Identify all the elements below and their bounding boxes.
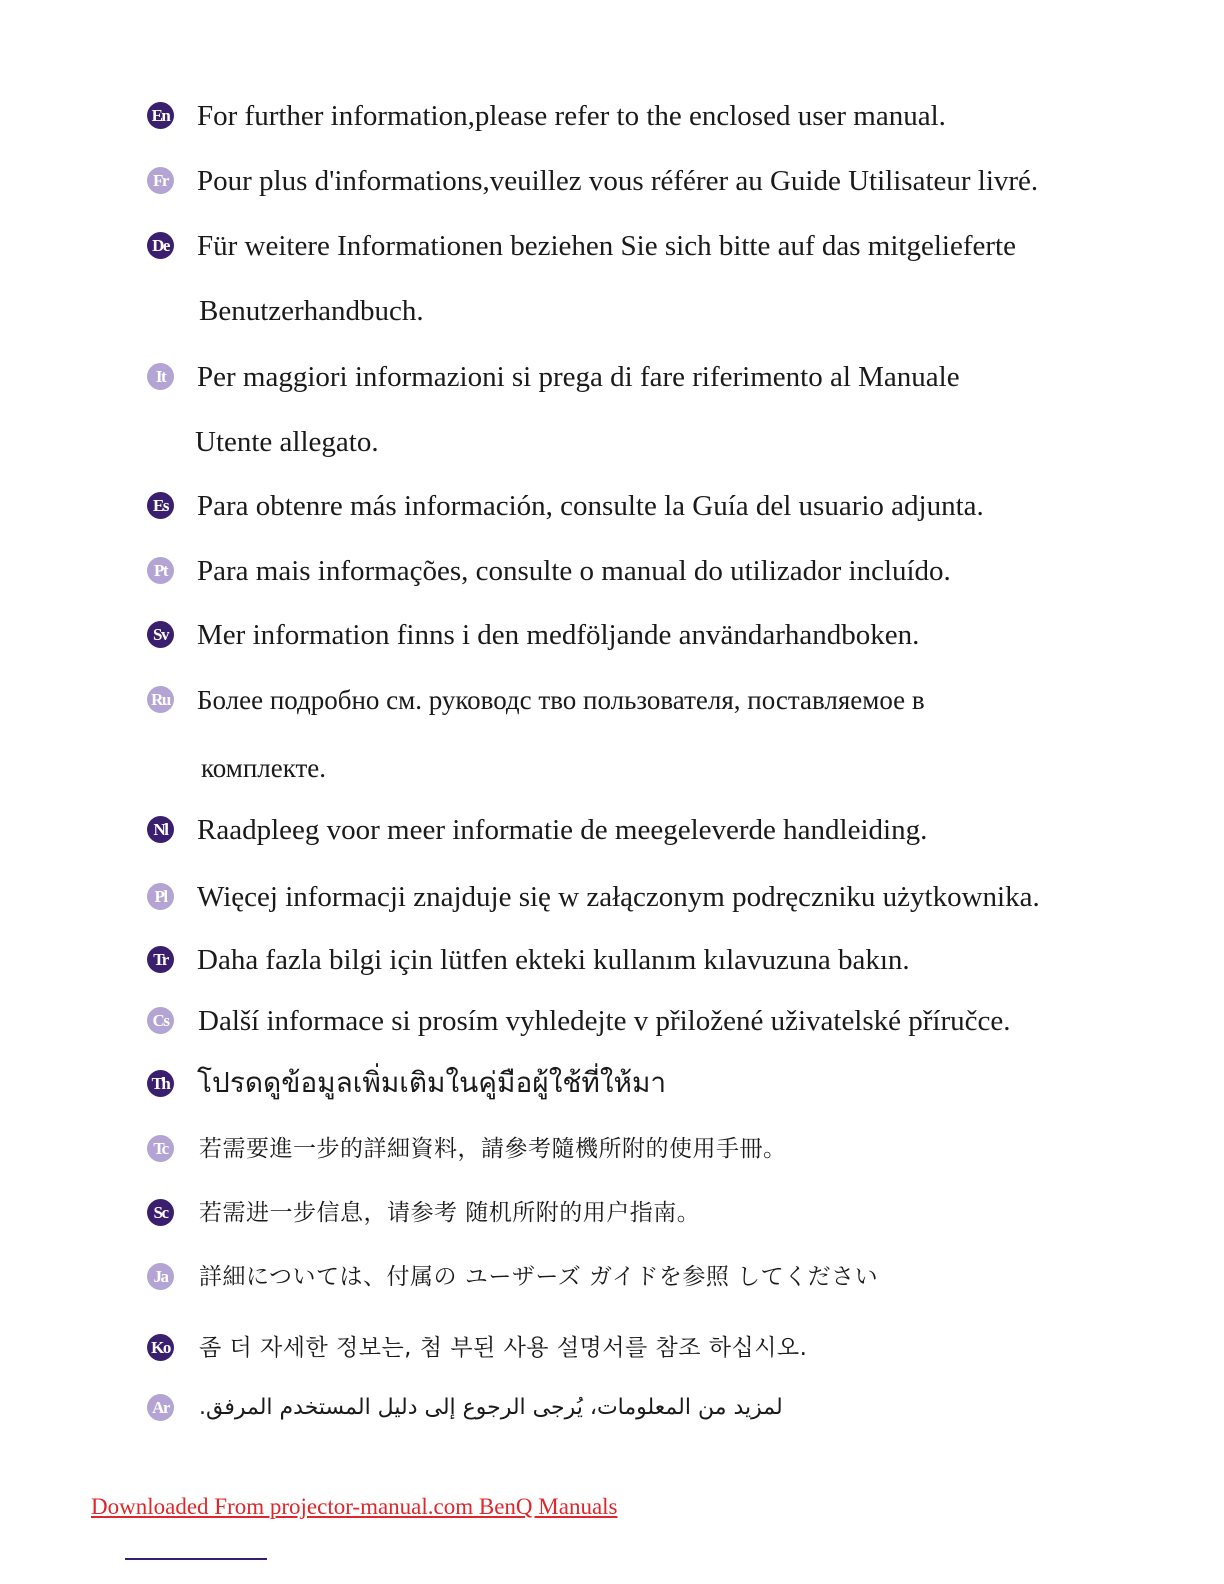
entry-text-en: For further information,please refer to the enclosed user manual.	[197, 100, 946, 132]
language-badge-th: Th	[147, 1070, 174, 1097]
entry-text-tc: 若需要進一步的詳細資料，請參考隨機所附的使用手冊。	[199, 1136, 787, 1162]
language-badge-ja: Ja	[147, 1263, 174, 1290]
entry-text-ar: لمزيد من المعلومات، يُرجى الرجوع إلى دليل المستخدم المرفق.	[199, 1395, 783, 1420]
bottom-divider	[125, 1558, 267, 1560]
download-source-link[interactable]: Downloaded From projector-manual.com BenQ Manuals	[91, 1494, 618, 1519]
entry-text-ko: 좀 더 자세한 정보는, 첨 부된 사용 설명서를 참조 하십시오.	[199, 1335, 808, 1361]
entry-text-ja: 詳細については、付属の ユーザーズ ガイドを参照 してください	[199, 1264, 879, 1290]
language-badge-tr: Tr	[147, 946, 174, 973]
language-badge-ru: Ru	[147, 686, 174, 713]
entry-text-nl: Raadpleeg voor meer informatie de meegeleverde handleiding.	[197, 814, 928, 846]
entry-text-tr: Daha fazla bilgi için lütfen ekteki kullanım kılavuzuna bakın.	[197, 944, 910, 976]
entry-text-pt: Para mais informações, consulte o manual do utilizador incluído.	[197, 555, 951, 587]
language-badge-it: It	[147, 363, 174, 390]
entry-text-ru-continued: комплекте.	[201, 753, 327, 783]
language-badge-sv: Sv	[147, 621, 174, 648]
language-badge-fr: Fr	[147, 167, 174, 194]
language-badge-nl: Nl	[147, 816, 174, 843]
entry-text-it-continued: Utente allegato.	[195, 426, 379, 458]
language-badge-sc: Sc	[147, 1199, 174, 1226]
entry-text-it: Per maggiori informazioni si prega di fare riferimento al Manuale	[197, 361, 960, 393]
language-badge-es: Es	[147, 492, 174, 519]
language-badge-cs: Cs	[147, 1007, 174, 1034]
entry-text-pl: Więcej informacji znajduje się w załączonym podręczniku użytkownika.	[197, 881, 1040, 913]
entry-text-sv: Mer information finns i den medföljande användarhandboken.	[197, 619, 920, 651]
language-badge-ko: Ko	[147, 1334, 174, 1361]
entry-text-de: Für weitere Informationen beziehen Sie sich bitte auf das mitgelieferte	[197, 230, 1016, 262]
entry-text-es: Para obtenre más información, consulte la Guía del usuario adjunta.	[197, 490, 984, 522]
language-badge-pt: Pt	[147, 557, 174, 584]
language-badge-ar: Ar	[147, 1394, 174, 1421]
language-badge-tc: Tc	[147, 1135, 174, 1162]
language-badge-en: En	[147, 102, 174, 129]
entry-text-ru: Более подробно см. руководс тво пользователя, поставляемое в	[197, 685, 925, 715]
entry-text-fr: Pour plus d'informations,veuillez vous référer au Guide Utilisateur livré.	[197, 165, 1039, 197]
entry-text-cs: Další informace si prosím vyhledejte v přiložené uživatelské příručce.	[198, 1005, 1011, 1037]
entry-text-th: โปรดดูข้อมูลเพิ่มเติมในคู่มือผู้ใช้ที่ให้มา	[197, 1066, 667, 1099]
language-badge-de: De	[147, 232, 174, 259]
language-badge-pl: Pl	[147, 883, 174, 910]
entry-text-de-continued: Benutzerhandbuch.	[199, 295, 424, 327]
entry-text-sc: 若需进一步信息，请参考 随机所附的用户指南。	[199, 1200, 701, 1226]
